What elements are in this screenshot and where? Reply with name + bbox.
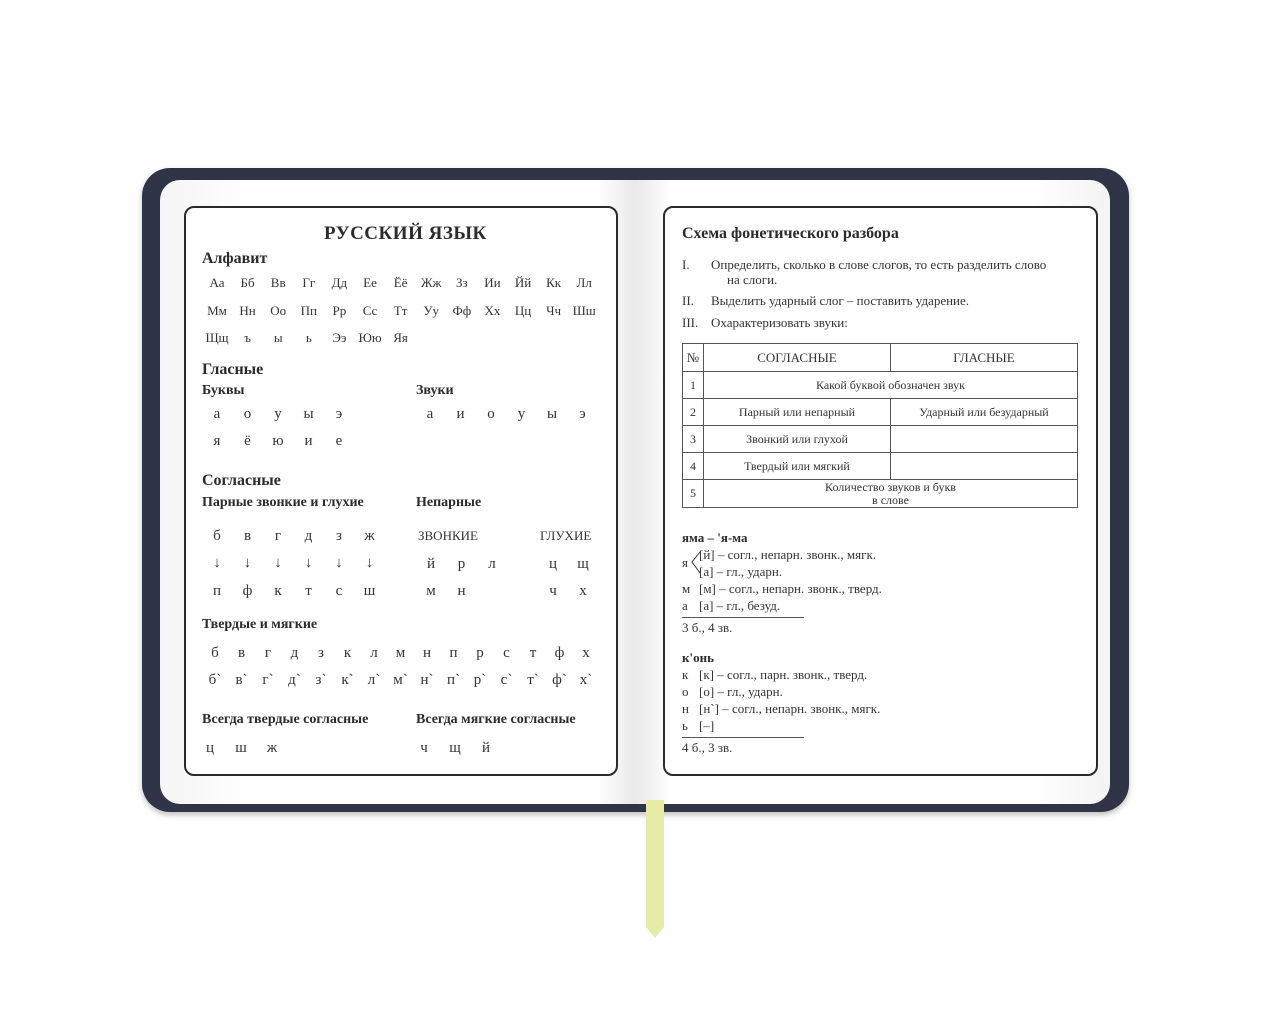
soft-consonant: т` [527,672,539,688]
hard-consonant: с [503,645,510,661]
table-cell: Твердый или мягкий [704,453,891,480]
soft-consonant: п` [446,672,461,688]
hard-consonant: л [370,645,378,661]
voiced-consonant: ж [364,528,375,544]
paired-heading: Парные звонкие и глухие [202,495,364,510]
table-cell: Парный или непарный [704,399,891,426]
alphabet-letter: Оо [270,303,287,318]
alphabet-letter: Хх [484,303,501,318]
vowel-letter: о [243,406,252,422]
table-cell [891,426,1078,453]
soft-consonant: з` [315,672,327,688]
table-cell [891,453,1078,480]
soft-consonant: б` [208,672,222,688]
alphabet-letter: Уу [423,303,440,318]
alphabet-letter: Дд [331,275,348,290]
example1-letter-a: а [682,598,688,613]
voiceless-consonant: ш [363,583,376,599]
voiceless-consonant: п [212,583,222,599]
alphabet-letter: Лл [576,275,592,290]
hard-consonant: т [529,645,537,661]
arrow-down-icon: ↓ [365,555,374,571]
hard-consonant: к [343,645,352,661]
vowel-letter: ы [303,406,314,422]
table-row [683,372,1078,399]
soft-consonant: к` [341,672,354,688]
step-3-text: Охарактеризовать звуки: [711,315,848,330]
arrow-down-icon: ↓ [335,555,343,571]
row-number: 2 [683,399,704,426]
always-soft-letter: й [481,740,491,756]
vowel-sound: ы [546,406,558,422]
voiced-consonant: д [304,528,313,544]
step-1-text: Определить, сколько в слове слогов, то есть разделить слово [711,257,1047,272]
example1-ya-line2: [а] – гл., ударн. [699,564,783,579]
alphabet-letter: Сс [362,303,378,318]
unpaired-voiced: р [457,556,466,572]
vowel-letter: а [213,406,221,422]
example2-word: к'онь [682,650,714,665]
table-cell: Ударный или безударный [891,399,1078,426]
alphabet-letter: ы [273,330,283,345]
soft-consonant: л` [367,672,381,688]
page-title: РУССКИЙ ЯЗЫК [324,223,487,244]
voiced-consonant: з [336,528,342,544]
soft-consonant: х` [579,672,593,688]
row-number: 5 [683,480,704,508]
hard-soft-heading: Твердые и мягкие [202,617,318,632]
table-row [683,480,1078,508]
alphabet-letter: Нн [239,303,256,318]
alphabet-letter: Ёё [393,275,408,290]
alphabet-letter: Цц [514,303,532,318]
alphabet-letter: Мм [207,303,227,318]
alphabet-letter: Ее [363,275,377,290]
vowels-heading: Гласные [202,361,264,378]
voiceless-consonant: к [274,583,282,599]
example2-letter: к [682,667,689,682]
soft-consonant: д` [288,672,301,688]
table-header-row [683,344,1078,372]
alphabet-letter: Юю [358,330,382,345]
table-cell: Какой буквой обозначен звук [704,372,1078,399]
phonetic-table [682,343,1078,508]
header-number: № [683,344,704,372]
always-hard-letter: ж [266,740,278,756]
hard-consonant: н [422,645,432,661]
consonants-heading: Согласные [202,472,281,489]
soft-consonant: в` [235,672,248,688]
unpaired-voiceless: х [579,583,587,599]
alphabet-letter: Гг [302,275,316,290]
unpaired-voiceless: ц [548,556,558,572]
example2-line: [н`] – согл., непарн. звонк., мягк. [699,701,881,716]
vowel-sound: о [487,406,495,422]
soft-consonant: н` [420,672,434,688]
example2-divider [682,737,804,738]
alphabet-letter: Ээ [332,330,347,345]
example1-divider [682,617,804,618]
row-number: 3 [683,426,704,453]
step-2-number: II. [682,293,694,308]
vowel-sounds-heading: Звуки [416,383,454,398]
example2-letter: ь [682,718,688,733]
hard-consonant: з [318,645,324,661]
example2-letter: н [682,701,689,716]
hard-consonant: ф [554,645,565,661]
alphabet-letter: Йй [514,275,532,290]
hard-consonant: р [476,645,484,661]
always-hard-letter: ш [235,740,247,756]
step-1-text-cont: на слоги. [727,272,778,287]
hard-consonant: в [237,645,246,661]
vowel-letter: и [304,433,313,449]
hard-consonant: м [395,645,406,661]
table-row [683,426,1078,453]
alphabet-letter: Яя [393,330,408,345]
alphabet-letter: Щщ [205,330,229,345]
alphabet-letter: Вв [270,275,286,290]
alphabet-letter: Фф [452,303,472,318]
always-hard-letter: ц [205,740,215,756]
table-cell: Звонкий или глухой [704,426,891,453]
unpaired-voiceless: щ [577,556,589,572]
always-hard-heading: Всегда твердые согласные [202,712,369,727]
example1-a-line: [а] – гл., безуд. [699,598,781,613]
example1-ya-line1: [й] – согл., непарн. звонк., мягк. [699,547,877,562]
table-row [683,399,1078,426]
vowel-letter: ю [272,433,284,449]
hard-consonant: г [264,645,272,661]
vowel-letter: э [335,406,343,422]
vowel-letter: ё [244,433,251,449]
soft-consonant: ф` [552,672,567,688]
table-cell [704,480,1078,508]
hard-consonant: п [449,645,458,661]
table-row [683,453,1078,480]
step-3-number: III. [682,315,699,330]
soft-consonant: м` [393,672,408,688]
bookmark-ribbon [646,800,664,938]
voiceless-consonant: т [305,583,312,599]
scheme-title: Схема фонетического разбора [682,225,899,242]
hard-consonant: д [290,645,299,661]
example1-m-line: [м] – согл., непарн. звонк., тверд. [699,581,882,596]
vowel-letter: я [213,433,221,449]
alphabet-heading: Алфавит [202,250,268,267]
arrow-down-icon: ↓ [274,555,282,571]
arrow-down-icon: ↓ [243,555,252,571]
header-vowels: ГЛАСНЫЕ [891,344,1078,372]
example1-summary: 3 б., 4 зв. [682,620,733,635]
vowel-letter: у [274,406,282,422]
example2-summary: 4 б., 3 зв. [682,740,733,755]
example1-letter-m: м [682,581,691,596]
example1-letter-ya: я [682,555,688,570]
voiced-label: ЗВОНКИЕ [418,528,478,543]
vowel-sound: у [517,406,526,422]
vowel-letters-heading: Буквы [202,383,245,398]
alphabet-letter: Тт [393,303,408,318]
soft-consonant: с` [500,672,513,688]
vowel-letter: е [335,433,343,449]
voiceless-consonant: ф [242,583,253,599]
alphabet-letter: Кк [546,275,562,290]
vowel-sound: а [426,406,434,422]
example2-line: [о] – гл., ударн. [699,684,783,699]
voiced-consonant: в [243,528,252,544]
example2-line: [к] – согл., парн. звонк., тверд. [699,667,868,682]
unpaired-voiced: н [457,583,466,599]
soft-consonant: р` [473,672,487,688]
step-1-number: I. [682,257,690,272]
step-2-text: Выделить ударный слог – поставить ударение. [711,293,970,308]
alphabet-letter: Чч [546,303,562,318]
example1-word: яма – 'я-ма [682,530,748,545]
alphabet-letter: Зз [455,275,468,290]
example2-letter: о [682,684,689,699]
vowel-sound: и [456,406,465,422]
row-number: 4 [683,453,704,480]
table-cell-line: в слове [872,492,909,507]
vowel-sound: э [579,406,586,422]
always-soft-heading: Всегда мягкие согласные [416,712,576,727]
alphabet-letter: Рр [332,303,347,318]
soft-consonant: г` [262,672,274,688]
voiced-consonant: г [274,528,282,544]
voiceless-consonant: с [335,583,343,599]
unpaired-heading: Непарные [416,495,482,510]
arrow-down-icon: ↓ [304,555,313,571]
example2-line: [–] [699,718,715,733]
alphabet-letter: Аа [209,275,225,290]
alphabet-letter: ь [305,330,312,345]
alphabet-letter: Жж [420,275,442,290]
unpaired-voiced: л [488,556,496,572]
hard-consonant: х [582,645,590,661]
alphabet-letter: Пп [300,303,317,318]
arrow-down-icon: ↓ [213,555,221,571]
voiced-consonant: б [213,528,221,544]
alphabet-letter: Шш [572,303,596,318]
header-consonants: СОГЛАСНЫЕ [704,344,891,372]
always-soft-letter: щ [449,740,461,756]
hard-consonant: б [211,645,219,661]
row-number: 1 [683,372,704,399]
always-soft-letter: ч [420,740,428,756]
voiceless-label: ГЛУХИЕ [540,528,592,543]
table-cell-line: Количество звуков и букв [825,479,956,494]
alphabet-letter: Бб [240,275,255,290]
alphabet-letter: ъ [244,330,251,345]
left-page-frame [184,206,618,776]
unpaired-voiced: й [426,556,436,572]
unpaired-voiceless: ч [549,583,557,599]
alphabet-letter: Ии [484,275,501,290]
unpaired-voiced: м [426,583,436,599]
